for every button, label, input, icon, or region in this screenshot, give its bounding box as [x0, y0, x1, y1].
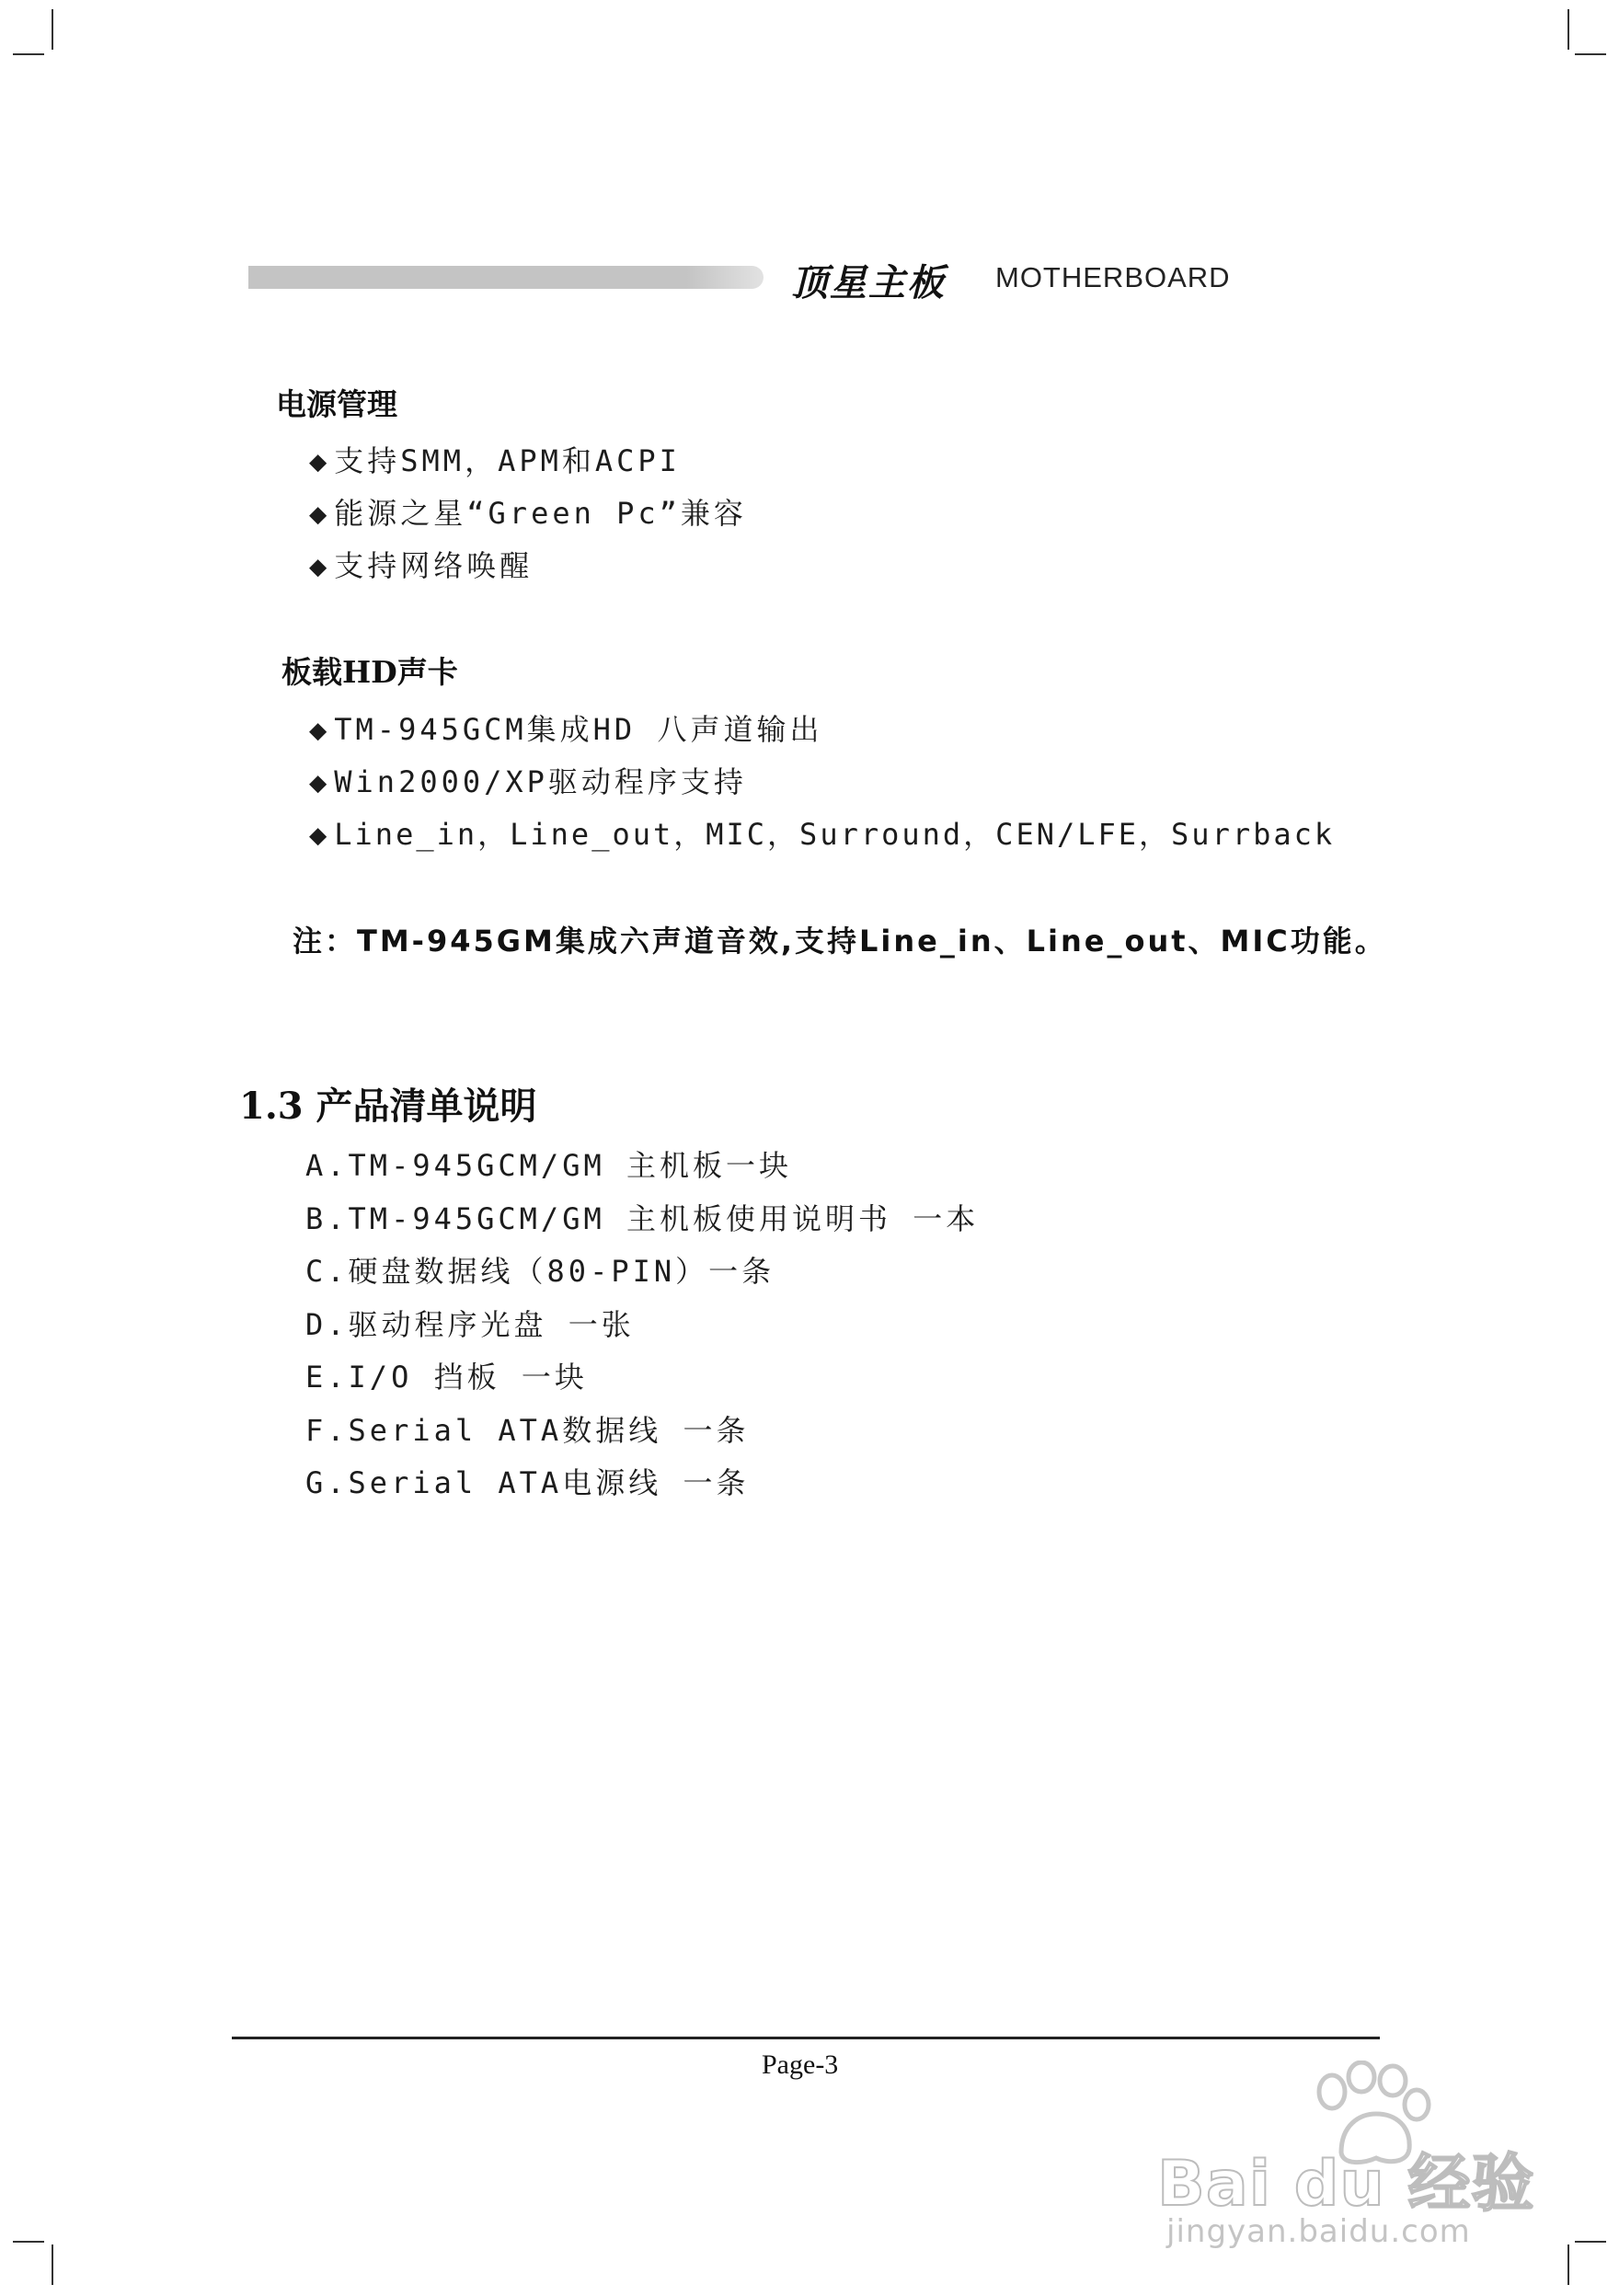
audio-note: 注：TM-945GM集成六声道音效,支持Line_in、Line_out、MIC功能。 [293, 924, 1387, 959]
footer-rule [232, 2037, 1380, 2039]
power-item-text: 支持SMM，APM和ACPI [334, 443, 681, 478]
power-item [309, 543, 533, 585]
crop-mark-bottom-left-h [13, 2241, 44, 2243]
crop-mark-bottom-right-h [1575, 2241, 1606, 2243]
watermark-logo-text: Bai du 经验 [1157, 2148, 1535, 2221]
header-brand: 顶星主板 [791, 262, 946, 304]
list-item: F.Serial ATA数据线 一条 [305, 1413, 750, 1448]
power-item-text: 能源之星“Green Pc”兼容 [334, 496, 747, 531]
crop-mark-bottom-left-v [52, 2244, 53, 2285]
list-item: D.驱动程序光盘 一张 [305, 1307, 635, 1342]
crop-mark-top-left-v [52, 9, 53, 50]
audio-item-text: Line_in，Line_out，MIC，Surround，CEN/LFE，Surrback [334, 817, 1336, 852]
section-title: 1.3 产品清单说明 [239, 1085, 537, 1128]
audio-item [309, 759, 747, 801]
diamond-bullet-icon: ◆ [309, 817, 327, 852]
page-number: Page-3 [762, 2049, 839, 2080]
list-item: C.硬盘数据线（80-PIN）一条 [305, 1254, 775, 1289]
list-item: B.TM-945GCM/GM 主机板使用说明书 一本 [305, 1201, 980, 1236]
audio-title: 板载HD声卡 [281, 654, 458, 690]
header-decor-bar [248, 266, 764, 289]
diamond-bullet-icon: ◆ [309, 496, 327, 531]
crop-mark-bottom-right-v [1567, 2244, 1569, 2285]
diamond-bullet-icon: ◆ [309, 548, 327, 583]
list-item: E.I/O 挡板 一块 [305, 1360, 588, 1395]
list-item: A.TM-945GCM/GM 主机板一块 [305, 1148, 792, 1183]
crop-mark-top-right-v [1567, 9, 1569, 50]
baidu-watermark [1157, 2061, 1544, 2250]
audio-item-text: Win2000/XP驱动程序支持 [334, 764, 747, 799]
audio-item-text: TM-945GCM集成HD 八声道输出 [334, 712, 823, 747]
diamond-bullet-icon: ◆ [309, 443, 327, 478]
diamond-bullet-icon: ◆ [309, 712, 327, 747]
crop-mark-top-left-h [13, 53, 44, 55]
watermark-url: jingyan.baidu.com [1166, 2213, 1471, 2250]
audio-item [309, 811, 1335, 854]
power-item [309, 490, 747, 533]
crop-mark-top-right-h [1575, 53, 1606, 55]
power-item [309, 438, 681, 480]
audio-item [309, 706, 822, 749]
power-item-text: 支持网络唤醒 [334, 548, 534, 583]
diamond-bullet-icon: ◆ [309, 764, 327, 799]
list-item: G.Serial ATA电源线 一条 [305, 1465, 750, 1500]
power-title: 电源管理 [276, 386, 397, 422]
header-subtitle: MOTHERBOARD [995, 261, 1231, 293]
